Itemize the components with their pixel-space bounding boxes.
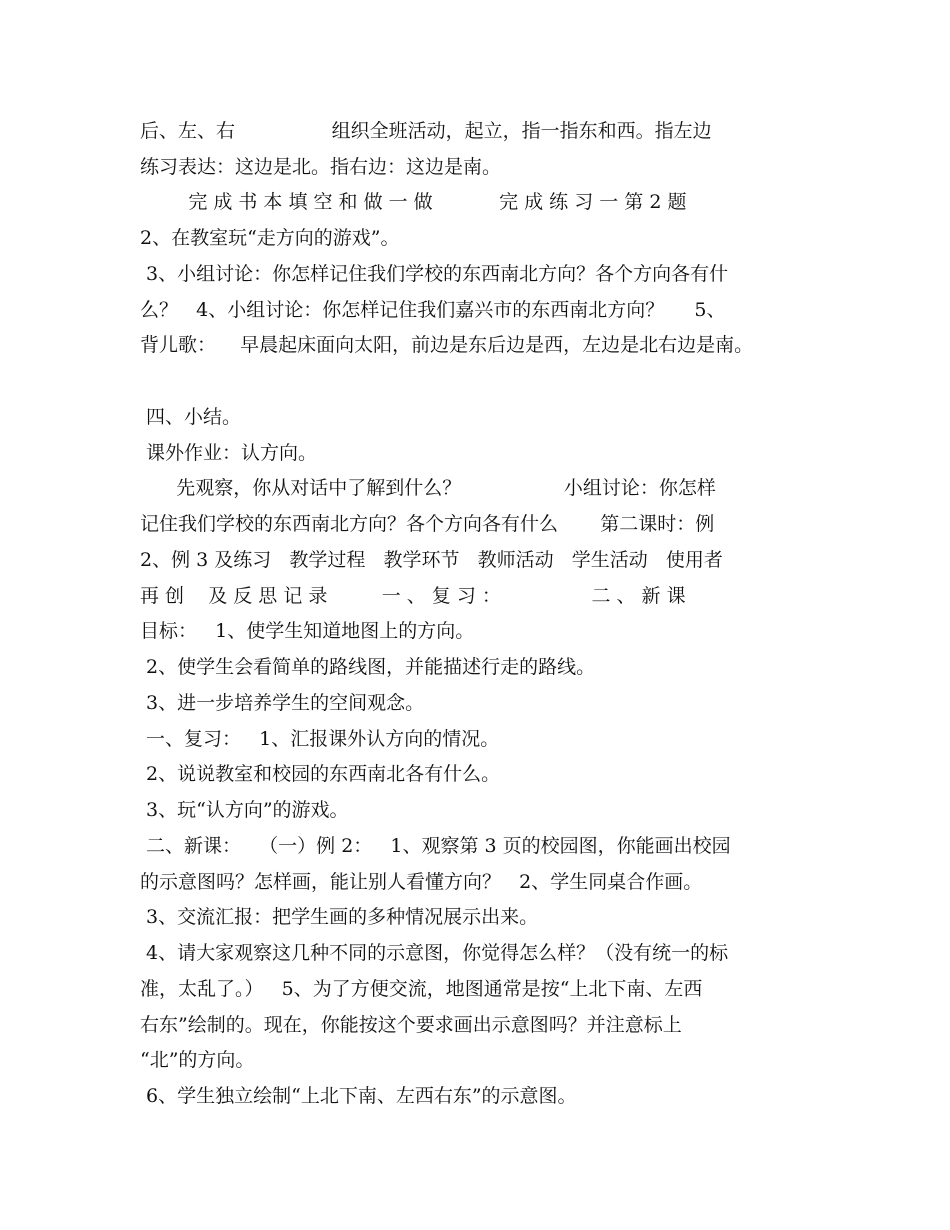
text-line: 背儿歌： 早晨起床面向太阳，前边是东后边是西，左边是北右边是南。 bbox=[140, 334, 754, 356]
text-line: 6、学生独立绘制“上北下南、左西右东”的示意图。 bbox=[140, 1085, 577, 1107]
text-line: 后、左、右 组织全班活动，起立，指一指东和西。指左边 bbox=[140, 120, 712, 142]
text-line: 再 创 及 反 思 记 录 一 、 复 习 ： 二 、 新 课 bbox=[140, 585, 686, 607]
text-line: 一、复习： 1、汇报课外认方向的情况。 bbox=[140, 728, 500, 750]
text-line: 3、玩“认方向”的游戏。 bbox=[140, 799, 349, 821]
text-line: 3、进一步培养学生的空间观念。 bbox=[140, 692, 425, 714]
text-line: 完 成 书 本 填 空 和 做 一 做 完 成 练 习 一 第 2 题 bbox=[140, 191, 687, 213]
text-line: 先观察，你从对话中了解到什么？ 小组讨论：你怎样 bbox=[140, 477, 716, 499]
text-line: 2、例 3 及练习 教学过程 教学环节 教师活动 学生活动 使用者 bbox=[140, 549, 723, 571]
text-line: 3、小组讨论：你怎样记住我们学校的东西南北方向？各个方向各有什 bbox=[140, 263, 729, 285]
text-line: 练习表达：这边是北。指右边：这边是南。 bbox=[140, 156, 502, 178]
text-line: 3、交流汇报：把学生画的多种情况展示出来。 bbox=[140, 906, 539, 928]
text-line: 2、使学生会看简单的路线图，并能描述行走的路线。 bbox=[140, 656, 596, 678]
text-line: 课外作业：认方向。 bbox=[140, 442, 318, 464]
text-line: 右东”绘制的。现在，你能按这个要求画出示意图吗？并注意标上 bbox=[140, 1014, 682, 1036]
text-line: 二、新课： （一）例 2： 1、观察第 3 页的校园图，你能画出校园 bbox=[140, 835, 731, 857]
section-heading: 四、小结。 bbox=[140, 406, 242, 428]
text-line: 的示意图吗？怎样画，能让别人看懂方向？ 2、学生同桌合作画。 bbox=[140, 871, 703, 893]
text-line: 准，太乱了。） 5、为了方便交流，地图通常是按“上北下南、左西 bbox=[140, 978, 703, 1000]
text-line: 2、说说教室和校园的东西南北各有什么。 bbox=[140, 763, 501, 785]
text-line: 记住我们学校的东西南北方向？各个方向各有什么 第二课时：例 bbox=[140, 513, 715, 535]
text-line: 4、请大家观察这几种不同的示意图，你觉得怎么样？（没有统一的标 bbox=[140, 942, 729, 964]
text-line: 2、在教室玩“走方向的游戏”。 bbox=[140, 227, 400, 249]
text-line: 目标： 1、使学生知道地图上的方向。 bbox=[140, 620, 475, 642]
text-line: “北”的方向。 bbox=[140, 1049, 255, 1071]
text-line: 么？ 4、小组讨论：你怎样记住我们嘉兴市的东西南北方向？ 5、 bbox=[140, 299, 726, 321]
